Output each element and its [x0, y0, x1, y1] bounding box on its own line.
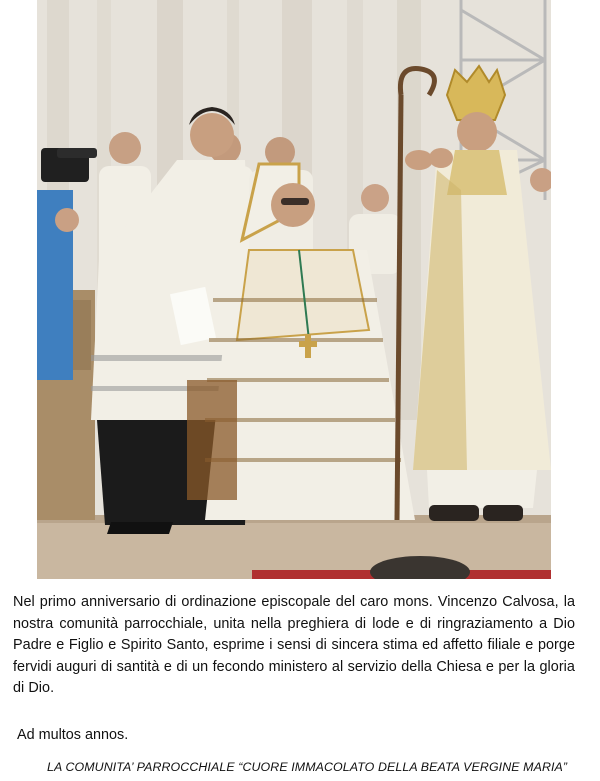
- dedication-paragraph: Nel primo anniversario di ordinazione episcopale del caro mons. Vincenzo Calvosa, la nostra comunità parrocchiale, unita nella preghiera di lode e di ringraziamento a Dio Padre e Figlio e Spirito Santo, esprime i sensi di sincera stima ed affetto filiale e porge fervidi auguri di santità e di un fecondo ministero al servizio della Chiesa e per la gloria di Dio.: [13, 594, 575, 697]
- parish-signature: LA COMUNITA’ PARROCCHIALE “CUORE IMMACOLATO DELLA BEATA VERGINE MARIA”: [47, 760, 568, 774]
- ceremony-photo-illustration: [37, 0, 551, 579]
- chair: [187, 380, 237, 500]
- latin-wish: Ad multos annos.: [17, 727, 129, 743]
- ceremony-photo: [37, 0, 551, 579]
